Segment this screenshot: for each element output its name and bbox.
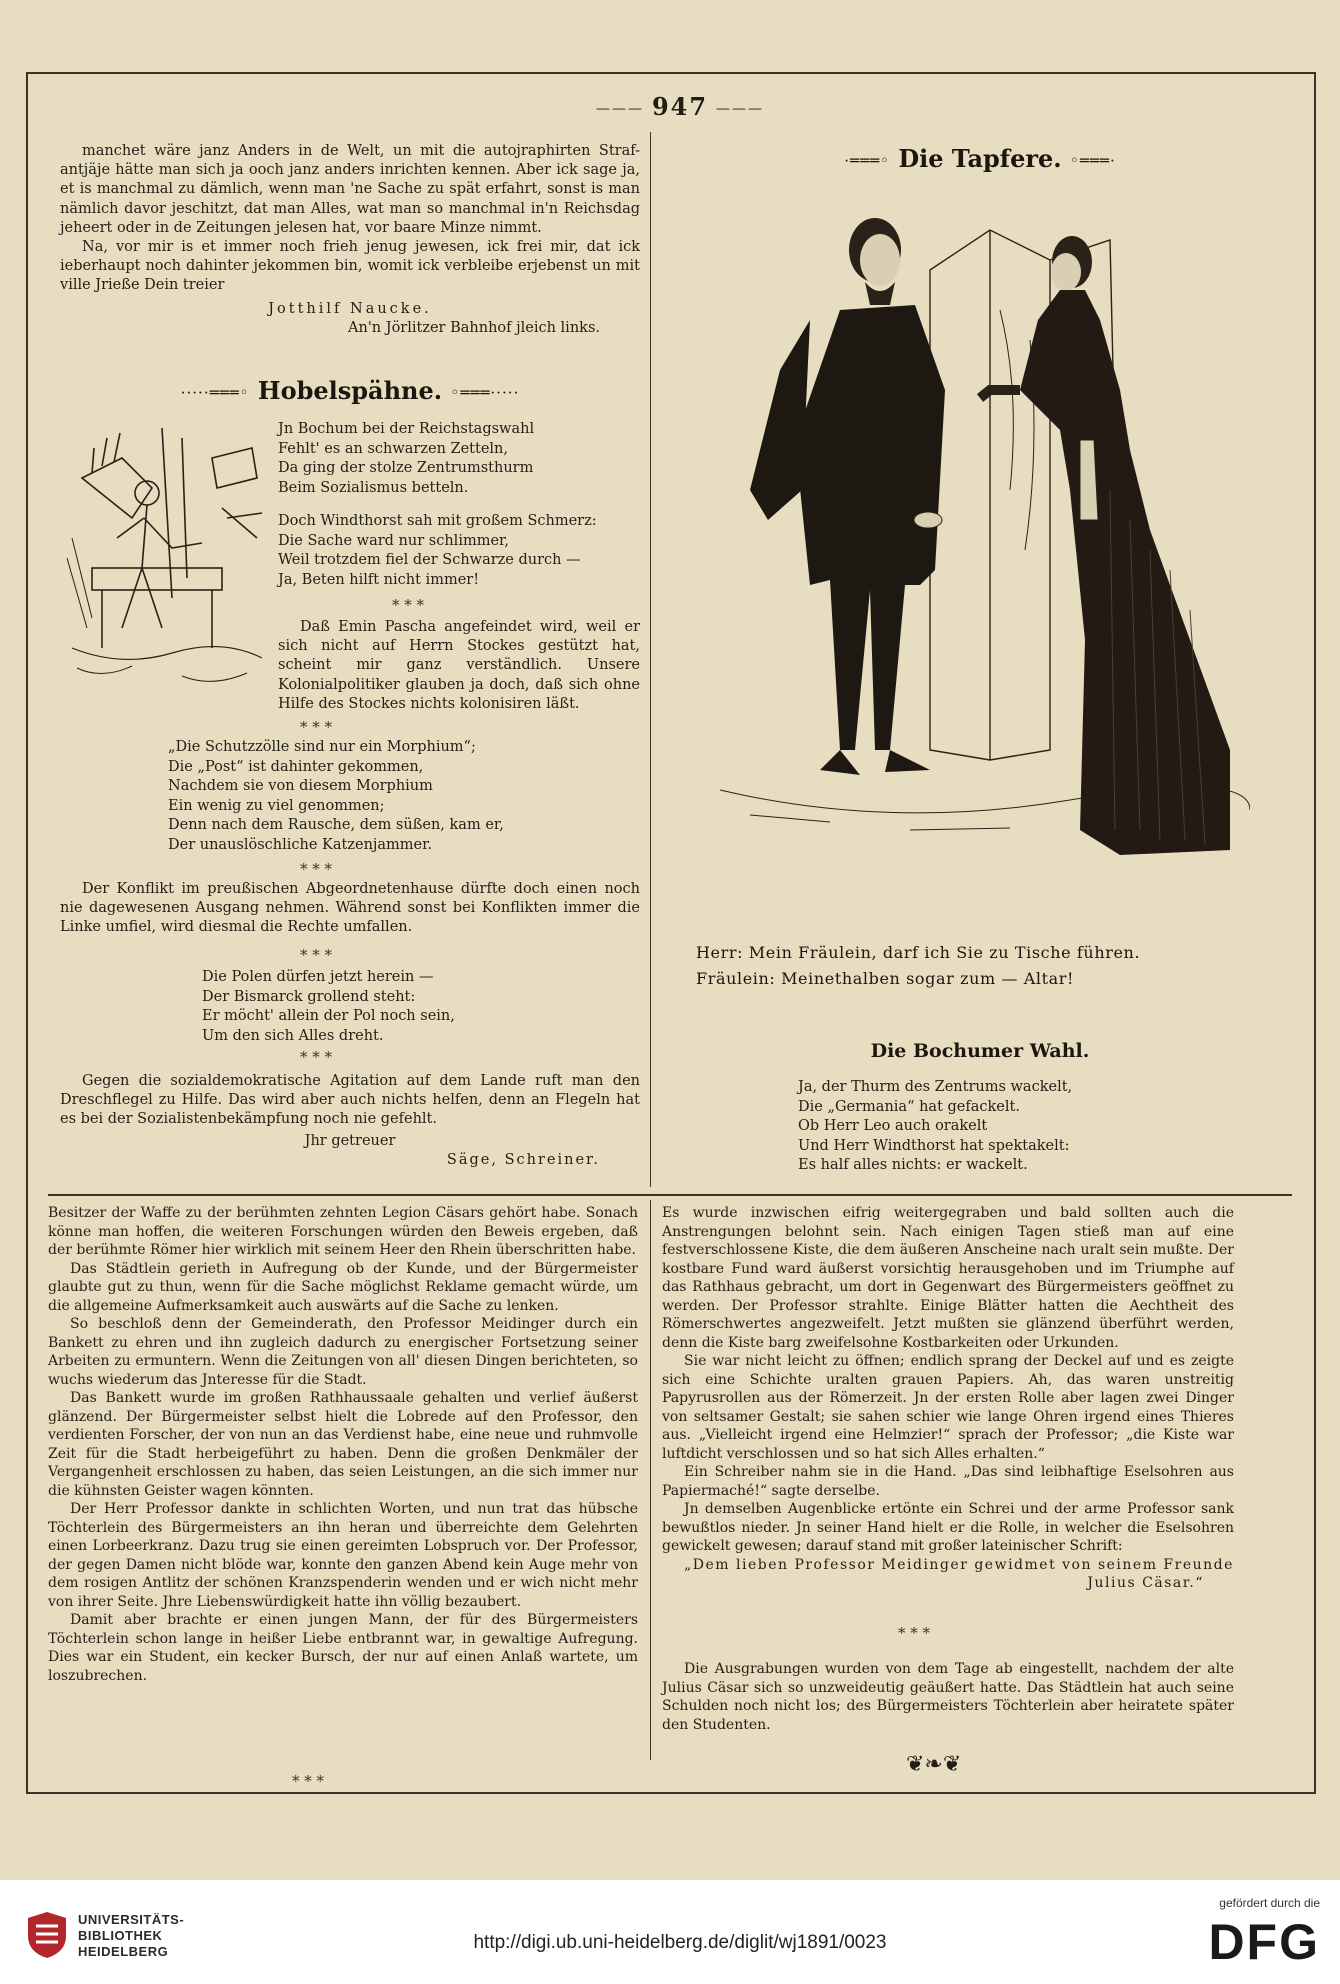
letter-paragraph: manchet wäre janz Anders in de Welt, un mit die autojraphirten Straf-antjäje hätte man sich ja ooch janz anders inrichten kennen. Aber ick sage ja, et is manchmal zu dämlich, wenn man 'ne Sache zu spät erfahrt, sonst is man nämlich davor jeschitzt, dat man Alles, wat man so manchmal in'n Reichsdag jeheert oder in de Zeitungen jelesen hat, vor baare Minze nimmt. [60, 143, 640, 236]
tapfere-title: Die Tapfere. [898, 144, 1062, 173]
column-divider [650, 132, 651, 1187]
poem-line: Der Bismarck grollend steht: [202, 988, 416, 1005]
gentleman-figure [750, 218, 945, 775]
poem-line: Es half alles nichts: er wackelt. [798, 1157, 1028, 1173]
bochumer-title: Die Bochumer Wahl. [870, 1040, 1090, 1062]
story-left [48, 1204, 638, 1685]
ornament-icon: ·═══◦ [844, 151, 890, 170]
funding-note: gefördert durch die [1219, 1896, 1320, 1910]
poem-line: Die Sache ward nur schlimmer, [278, 532, 509, 549]
hobel-stanza-4 [202, 968, 455, 1046]
story-paragraph: Es wurde inzwischen eifrig weitergegraben und bald sollten auch die Anstrengungen belohnt sein. Nach einigen Tagen stieß man auf eine festverschlossene Kiste, die dem äußeren Anscheine nach uralt sein mußte. Der kostbare Fund ward äußerst vorsichtig herausgehoben und im Triumphe auf das Rathhaus gebracht, um dort in Gegenwart des Bürgermeisters geöffnet zu werden. Der Professor strahlte. Einige Blätter hatten die Aechtheit des Römerschwertes angezweifelt. Jetzt mußten sie glänzend überführt werden, denn die Kiste barg zweifelsohne Kostbarkeiten oder Urkunden. [662, 1205, 1234, 1351]
separator-stars: * * * [898, 1624, 931, 1642]
vignette-ornament: ❦❧❦ [906, 1752, 962, 1777]
poem-line: Denn nach dem Rausche, dem süßen, kam er, [168, 817, 504, 833]
story-paragraph: Damit aber brachte er einen jungen Mann, der für des Bürgermeisters Töchterlein schon lange in heißer Liebe entbrannt war, in gewaltige Aufregung. Dies war ein Student, ein kecker Bursch, der nur auf einen Anlaß wartete, um loszubrechen. [48, 1612, 638, 1684]
separator-stars: * * * [300, 860, 333, 878]
story-paragraph: Der Herr Professor dankte in schlichten Worten, und nun trat das hübsche Töchterlein des Bürgermeisters an ihn heran und überreichte dem Gelehrten einen Lorbeerkranz. Dazu trug sie einen gereimten Lobspruch vor. Der Professor, der gegen Damen nicht blöde war, konnte den ganzen Abend kein Auge mehr von dem rosigen Antlitz der schönen Kranzspenderin wenden und er wich nicht mehr von ihrer Seite. Jhre Liebenswürdigkeit hatte ihn völlig bezaubert. [48, 1501, 638, 1610]
story-paragraph: Das Bankett wurde im großen Rathhaussaale gehalten und verlief äußerst glänzend. Der Bürgermeister selbst hielt die Lobrede auf den Professor, den verdienten Forscher, der von nun an das Verdienst habe, eine neue und ruhmvolle Zeit für die Stadt herbeigeführt zu haben. Denn die großen Denkmäler der Vergangenheit erschlossen zu haben, das seien Leistungen, an die sich immer nur die kühnsten Geister wagen könnten. [48, 1390, 638, 1499]
hobel-stanza-1 [278, 420, 534, 498]
poem-line: Der unauslöschliche Katzenjammer. [168, 836, 433, 853]
ornament-icon: ·····═══◦ [180, 383, 250, 402]
poem-line: Weil trotzdem fiel der Schwarze durch — [278, 552, 581, 568]
poem-line: „Die Schutzzölle sind nur ein Morphium“; [168, 739, 476, 755]
poem-line: Um den sich Alles dreht. [202, 1027, 384, 1044]
story-right [662, 1204, 1234, 1593]
library-name-line: HEIDELBERG [78, 1944, 169, 1959]
poem-line: Ja, Beten hilft nicht immer! [278, 571, 480, 588]
library-logo-block[interactable] [24, 1908, 324, 1964]
story-paragraph: Sie war nicht leicht zu öffnen; endlich sprang der Deckel auf und es zeigte sich eine Schichte uralten grauen Papiers. Ah, das waren unstreitig Papyrusrollen aus der Römerzeit. Jn der ersten Rolle aber lagen zwei Dinger von seltsamer Gestalt; sie sahen schier wie lange Ohren irgend eines Thieres aus. „Vielleicht irgend eine Helmzier!“ sprach der Professor; „die Kiste war luftdicht verschlossen und so hat sich Alles erhalten.“ [662, 1353, 1234, 1462]
poem-line: Doch Windthorst sah mit großem Schmerz: [278, 513, 597, 529]
dedication-signature: Julius Cäsar.“ [1087, 1575, 1204, 1591]
letter-text [60, 142, 640, 338]
hobel-heading [60, 376, 640, 405]
emin-paragraph-block [278, 618, 640, 714]
dfg-logo-block[interactable] [1190, 1896, 1320, 1976]
poem-line: Ein wenig zu viel genommen; [168, 797, 385, 814]
lady-figure [980, 236, 1230, 855]
gegen-paragraph: Gegen die sozialdemokratische Agitation auf dem Lande ruft man den Dreschflegel zu Hilfe. Das wird aber auch nichts helfen, denn an Flegeln hat es bei der Sozialistenbekämpfung noch nie gefehlt. [60, 1073, 640, 1128]
library-name-line: BIBLIOTHEK [78, 1928, 163, 1943]
page-number: ——— 947 ——— [560, 92, 800, 121]
poem-line: Die „Post“ ist dahinter gekommen, [168, 758, 424, 775]
separator-stars: * * * [300, 718, 333, 736]
library-crest-icon [24, 1910, 70, 1960]
story-paragraph: Besitzer der Waffe zu der berühmten zehnten Legion Cäsars gehört habe. Sonach könne man hoffen, die weiteren Forschungen würden den Beweis ergeben, daß der berühmte Römer hier wirklich mit seinem Heer den Rhein überschritten habe. [48, 1205, 638, 1258]
story-right-final [662, 1660, 1234, 1734]
story-paragraph: So beschloß denn der Gemeinderath, den Professor Meidinger durch ein Bankett zu ehren und ihn zugleich dadurch zu energischer Fortsetzung seiner Arbeiten zu ermuntern. Wenn die Zeitungen von all' diesen Dingen berichteten, so wuchs wiederum das Jnteresse für die Stadt. [48, 1316, 638, 1388]
poem-line: Fehlt' es an schwarzen Zetteln, [278, 440, 509, 457]
story-paragraph: Ein Schreiber nahm sie in die Hand. „Das sind leibhaftige Eselsohren aus Papiermaché!“ sagte derselbe. [662, 1464, 1234, 1499]
poem-line: Ja, der Thurm des Zentrums wackelt, [798, 1079, 1073, 1095]
permalink-url[interactable]: http://digi.ub.uni-heidelberg.de/diglit/wj1891/0023 [473, 1932, 887, 1953]
hobel-stanza-2 [278, 512, 597, 590]
library-name [78, 1912, 184, 1960]
gegen-paragraph-block [60, 1072, 640, 1170]
carpenter-illustration [62, 418, 267, 696]
story-paragraph: Die Ausgrabungen wurden von dem Tage ab eingestellt, nachdem der alte Julius Cäsar sich so unzweideutig geäußert hatte. Das Städtlein hat auch seine Schulden noch nicht los; des Bürgermeisters Töchterlein aber heiratete später den Studenten. [662, 1661, 1234, 1733]
hobel-signature: Säge, Schreiner. [446, 1151, 600, 1168]
tapfere-heading [660, 144, 1300, 173]
poem-line: Und Herr Windthorst hat spektakelt: [798, 1137, 1070, 1154]
letter-signature: Jotthilf Naucke. [268, 300, 432, 317]
dedication-line: „Dem lieben Professor Meidinger gewidmet von seinem Freunde [684, 1556, 1234, 1573]
story-paragraph: Jn demselben Augenblicke ertönte ein Schrei und der arme Professor sank bewußtlos nieder. Jn seiner Hand hielt er die Rolle, in welcher die Eselsohren gewickelt gewesen; darauf stand mit großer lateinischer Schrift: [662, 1501, 1234, 1554]
hobel-stanza-3 [168, 738, 504, 855]
poem-line: Beim Sozialismus betteln. [278, 479, 469, 496]
poem-line: Nachdem sie von diesem Morphium [168, 778, 433, 794]
separator-stars: * * * [300, 946, 333, 964]
separator-stars: * * * [300, 1048, 333, 1066]
poem-line: Er möcht' allein der Pol noch sein, [202, 1008, 455, 1024]
separator-stars: * * * [292, 1772, 325, 1790]
bochumer-poem [798, 1078, 1072, 1176]
letter-address: An'n Jörlitzer Bahnhof jleich links. [348, 319, 600, 336]
poem-line: Jn Bochum bei der Reichstagswahl [278, 421, 535, 437]
konflikt-paragraph: Der Konflikt im preußischen Abgeordnetenhause dürfte doch einen noch nie dagewesenen Ausgang nehmen. Während sonst bei Konflikten immer die Linke umfiel, wird diesmal die Rechte umfallen. [60, 881, 640, 936]
emin-paragraph: Daß Emin Pascha angefeindet wird, weil er sich nicht auf Herrn Stockes gestützt hat, scheint mir ganz verständlich. Unsere Kolonialpolitiker glauben ja doch, daß sich ohne Hilfe des Stockes nichts kolonisiren läßt. [278, 619, 640, 712]
ornament-icon: ◦═══····· [450, 383, 520, 402]
hobel-closing: Jhr getreuer [304, 1132, 396, 1149]
separator-stars: * * * [392, 596, 425, 614]
dfg-logo: DFG [1208, 1914, 1320, 1970]
poem-line: Die Polen dürfen jetzt herein — [202, 969, 434, 985]
tapfere-caption-1: Herr: Mein Fräulein, darf ich Sie zu Tische führen. [696, 943, 1141, 962]
letter-paragraph: Na, vor mir is et immer noch frieh jenug jewesen, ick frei mir, dat ick ieberhaupt noch dahinter jekommen bin, womit ick verbleibe erjebenst un mit ville Jrieße Dein treier [60, 239, 640, 294]
tapfere-illustration [690, 190, 1250, 860]
tapfere-caption-2: Fräulein: Meinethalben sogar zum — Altar! [696, 969, 1075, 988]
section-divider [48, 1194, 1292, 1196]
konflikt-paragraph-block [60, 880, 640, 938]
story-paragraph: Das Städtlein gerieth in Aufregung ob der Kunde, und der Bürgermeister glaubte gut zu thun, wenn für die Sache möglichst Reklame gemacht würde, um die allgemeine Aufmerksamkeit auch auswärts auf die Sache zu lenken. [48, 1260, 638, 1314]
poem-line: Da ging der stolze Zentrumsthurm [278, 460, 534, 476]
poem-line: Die „Germania“ hat gefackelt. [798, 1098, 1020, 1115]
library-name-line: UNIVERSITÄTS- [78, 1912, 185, 1927]
column-divider [650, 1200, 651, 1760]
poem-line: Ob Herr Leo auch orakelt [798, 1118, 988, 1134]
hobel-title: Hobelspähne. [257, 376, 443, 405]
ornament-icon: ◦═══· [1070, 151, 1116, 170]
